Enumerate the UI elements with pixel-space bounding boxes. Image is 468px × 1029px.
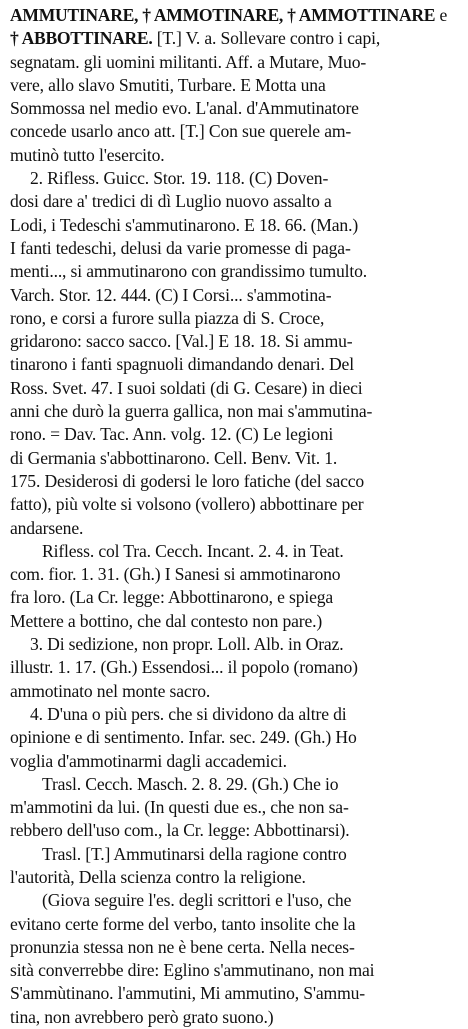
entry-text-line: rono, e corsi a furore sulla piazza di S. Croce, bbox=[10, 307, 325, 328]
entry-text-line: segnatam. gli uomini militanti. Aff. a Mutare, Muo- bbox=[10, 51, 367, 72]
entry-text-line: fatto), più volte si volsono (vollero) abbottinare per bbox=[10, 494, 364, 515]
headword: AMMUTINARE, † AMMOTINARE, † AMMOTTINARE bbox=[10, 5, 436, 25]
entry-body bbox=[10, 4, 458, 1029]
entry-text-line: m'ammotini da lui. (In questi due es., che non sa- bbox=[10, 797, 349, 818]
entry-text-line: 3. Di sedizione, non propr. Loll. Alb. in Oraz. bbox=[30, 634, 344, 655]
entry-text-line: com. fior. 1. 31. (Gh.) I Sanesi si ammotinarono bbox=[10, 564, 341, 585]
entry-text-line: menti..., si ammutinarono con grandissimo tumulto. bbox=[10, 261, 368, 282]
entry-text-line: anni che durò la guerra gallica, non mai s'ammutina- bbox=[10, 401, 373, 422]
entry-text-line: Mettere a bottino, che dal contesto non pare.) bbox=[10, 610, 323, 631]
entry-text-line: evitano certe forme del verbo, tanto insolite che la bbox=[10, 913, 356, 934]
entry-text-line: (Giova seguire l'es. degli scrittori e l'uso, che bbox=[42, 890, 352, 911]
entry-text-line: Ross. Svet. 47. I suoi soldati (di G. Cesare) in dieci bbox=[10, 377, 363, 398]
entry-text-line: Trasl. [T.] Ammutinarsi della ragione contro bbox=[42, 843, 347, 864]
entry-text-line: 175. Desiderosi di godersi le loro fatiche (del sacco bbox=[10, 470, 365, 491]
entry-text-line: Trasl. Cecch. Masch. 2. 8. 29. (Gh.) Che io bbox=[42, 773, 339, 794]
entry-text-line: 2. Rifless. Guicc. Stor. 19. 118. (C) Doven- bbox=[30, 168, 329, 189]
entry-headword-line: AMMUTINARE, † AMMOTINARE, † AMMOTTINARE e bbox=[10, 5, 448, 25]
entry-text-line: tina, non avrebbero però grato suono.) bbox=[10, 1006, 274, 1027]
entry-text-line: l'autorità, Della scienza contro la religione. bbox=[10, 866, 306, 887]
entry-text-line: I fanti tedeschi, delusi da varie promesse di paga- bbox=[10, 237, 351, 258]
entry-text-line: concede usarlo anco att. [T.] Con sue querele am- bbox=[10, 121, 352, 142]
entry-text-line: rono. = Dav. Tac. Ann. volg. 12. (C) Le legioni bbox=[10, 424, 334, 445]
entry-text-line: Varch. Stor. 12. 444. (C) I Corsi... s'ammotina- bbox=[10, 284, 332, 305]
entry-text-line: rebbero dell'uso com., la Cr. legge: Abbottinarsi). bbox=[10, 820, 350, 841]
entry-text-line: fra loro. (La Cr. legge: Abbottinarono, e spiega bbox=[10, 587, 334, 608]
entry-text-line: Rifless. col Tra. Cecch. Incant. 2. 4. in Teat. bbox=[42, 540, 344, 561]
entry-text-line: † ABBOTTINARE. [T.] V. a. Sollevare contro i capi, bbox=[10, 28, 381, 49]
entry-text-line: vere, allo slavo Smutiti, Turbare. E Motta una bbox=[10, 74, 326, 95]
entry-text-line: andarsene. bbox=[10, 517, 84, 538]
entry-text-line: 4. D'una o più pers. che si dividono da altre di bbox=[30, 703, 347, 724]
entry-text-line: pronunzia stessa non ne è bene certa. Nella neces- bbox=[10, 936, 355, 957]
entry-text-line: opinione e di sentimento. Infar. sec. 249. (Gh.) Ho bbox=[10, 727, 357, 748]
entry-text-line: tinarono i fanti spagnuoli dimandando denari. Del bbox=[10, 354, 354, 375]
entry-text-line: sità converrebbe dire: Eglino s'ammutinano, non mai bbox=[10, 960, 375, 981]
entry-text-line: dosi dare a' tredici di dì Luglio nuovo assalto a bbox=[10, 191, 332, 212]
entry-text-line: mutinò tutto l'esercito. bbox=[10, 144, 165, 165]
entry-text-line: di Germania s'abbottinarono. Cell. Benv. Vit. 1. bbox=[10, 447, 338, 468]
entry-text-line: gridarono: sacco sacco. [Val.] E 18. 18. Si ammu- bbox=[10, 331, 353, 352]
entry-text-line: voglia d'ammotinarmi dagli accademici. bbox=[10, 750, 287, 771]
entry-text-line: illustr. 1. 17. (Gh.) Essendosi... il popolo (romano) bbox=[10, 657, 358, 678]
entry-text-line: S'ammùtinano. l'ammutini, Mi ammutino, S'ammu- bbox=[10, 983, 365, 1004]
headword: † ABBOTTINARE. bbox=[10, 28, 153, 49]
entry-text-line: Sommossa nel medio evo. L'anal. d'Ammutinatore bbox=[10, 98, 359, 119]
entry-text-line: Lodi, i Tedeschi s'ammutinarono. E 18. 66. (Man.) bbox=[10, 214, 359, 235]
entry-text-line: ammotinato nel monte sacro. bbox=[10, 680, 211, 701]
